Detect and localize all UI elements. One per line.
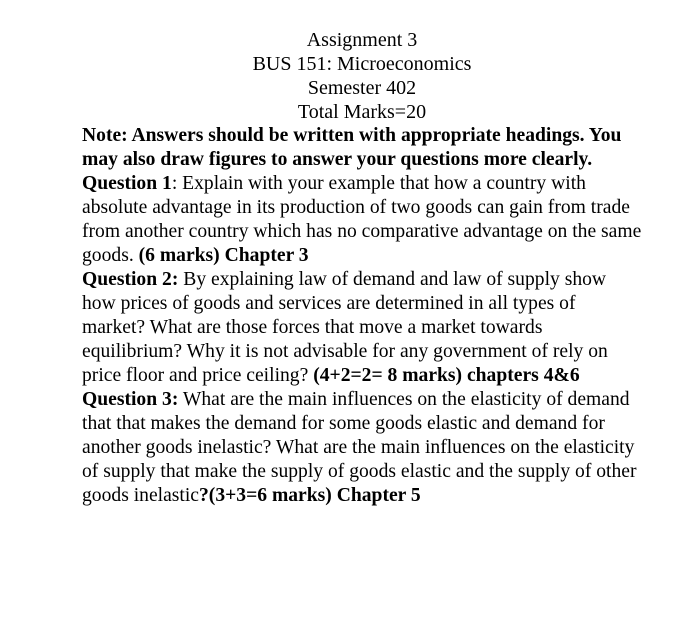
question-3-label: Question 3: (82, 389, 179, 410)
document-header (82, 28, 642, 124)
document-page (82, 28, 642, 508)
question-3-marks: ?(3+3=6 marks) Chapter 5 (199, 485, 421, 506)
note-paragraph (82, 124, 642, 172)
question-2-marks: (4+2=2= 8 marks) chapters 4&6 (313, 365, 580, 386)
question-1-marks: (6 marks) Chapter 3 (138, 245, 309, 266)
question-1-text: Explain with your example that how a country with absolute advantage in its production of two goods can gain from trade from another country which has no comparative advantage on the same goods. (82, 173, 642, 266)
question-1-separator: : (171, 173, 183, 194)
course-name: BUS 151: Microeconomics (252, 53, 472, 75)
question-1-label: Question 1 (82, 173, 172, 194)
question-3 (82, 388, 642, 508)
assignment-title: Assignment 3 (306, 29, 418, 51)
document-body (82, 124, 642, 508)
question-2-text: By explaining law of demand and law of supply show how prices of goods and services are determined in all types of market? What are those forces that move a market towards equilibrium? Why it is not advisable for any government of rely on price floor and price ceiling? (82, 269, 608, 386)
semester-label: Semester 402 (307, 77, 417, 99)
question-1 (82, 172, 642, 268)
question-2 (82, 268, 642, 388)
note-text: Note: Answers should be written with appropriate headings. You may also draw figures to answer your questions more clearly. (82, 125, 622, 170)
total-marks: Total Marks=20 (297, 101, 427, 123)
question-3-text: What are the main influences on the elasticity of demand that that makes the demand for some goods elastic and demand for another goods inelastic? What are the main influences on the elasticity of supply that make the supply of goods elastic and the supply of other goods inelastic (82, 389, 637, 506)
question-2-label: Question 2: (82, 269, 179, 290)
